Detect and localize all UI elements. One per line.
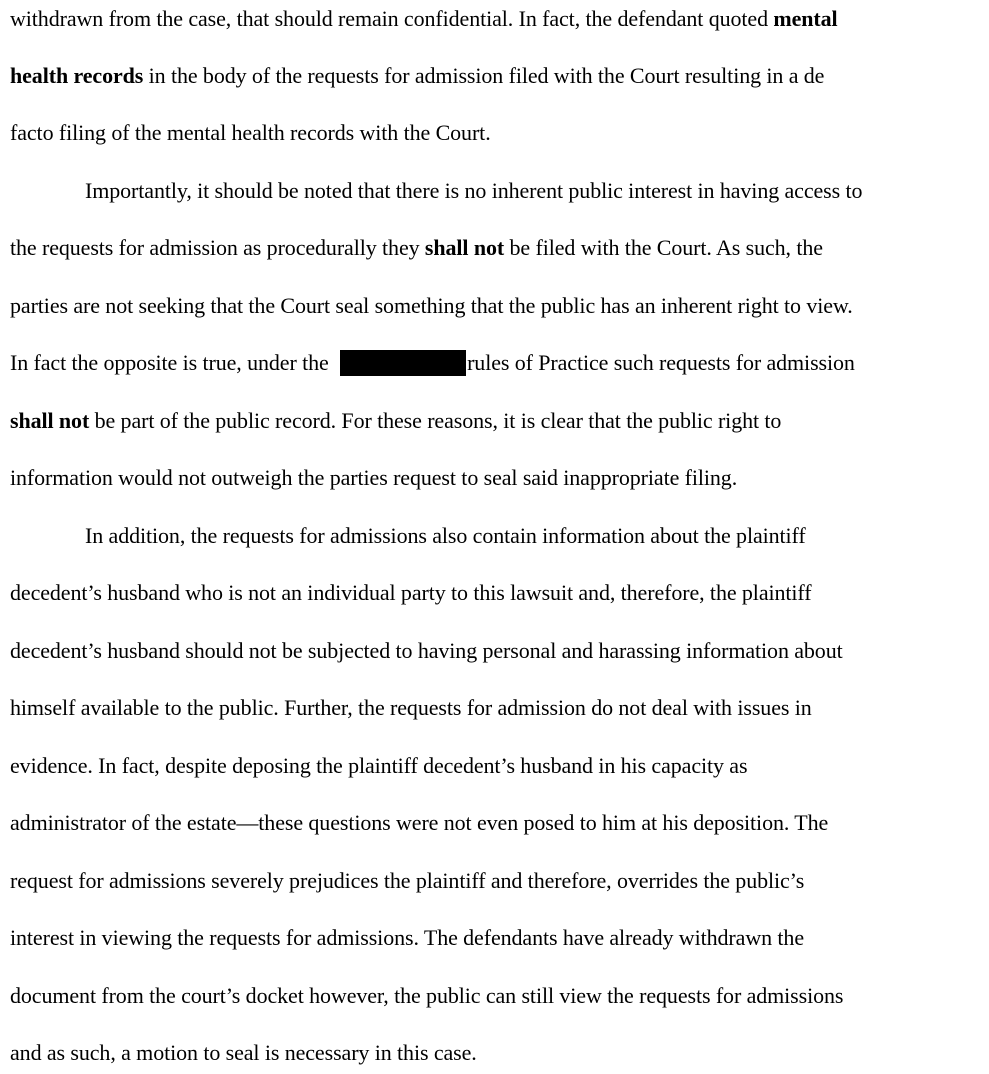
text-line: evidence. In fact, despite deposing the plaintiff decedent’s husband in his capacity as <box>10 753 748 778</box>
paragraph-start-line: Importantly, it should be noted that there is no inherent public interest in having access to <box>85 178 863 203</box>
text-line: interest in viewing the requests for admissions. The defendants have already withdrawn the <box>10 925 804 950</box>
text-line: withdrawn from the case, that should remain confidential. In fact, the defendant quoted mental <box>10 6 838 31</box>
text-line: the requests for admission as procedurally they shall not be filed with the Court. As such, the <box>10 235 823 260</box>
text-line: decedent’s husband should not be subjected to having personal and harassing information about <box>10 638 843 663</box>
text-line: In fact the opposite is true, under the rules of Practice such requests for admission <box>10 350 855 375</box>
text-line: document from the court’s docket however, the public can still view the requests for admissions <box>10 983 844 1008</box>
bold-text: shall not <box>10 408 90 433</box>
text-line: parties are not seeking that the Court seal something that the public has an inherent right to view. <box>10 293 853 318</box>
redaction-block <box>340 350 466 376</box>
text-line: facto filing of the mental health records with the Court. <box>10 120 491 145</box>
text-line: administrator of the estate—these questions were not even posed to him at his deposition. The <box>10 810 829 835</box>
text-line: himself available to the public. Further, the requests for admission do not deal with issues in <box>10 695 812 720</box>
text-line: health records in the body of the requests for admission filed with the Court resulting in a de <box>10 63 825 88</box>
text-line: and as such, a motion to seal is necessary in this case. <box>10 1040 477 1065</box>
text-line: request for admissions severely prejudices the plaintiff and therefore, overrides the public’s <box>10 868 805 893</box>
text-line: decedent’s husband who is not an individual party to this lawsuit and, therefore, the plaintiff <box>10 580 812 605</box>
bold-text: mental <box>773 6 838 31</box>
text-line: shall not be part of the public record. For these reasons, it is clear that the public right to <box>10 408 782 433</box>
bold-text: shall not <box>424 235 505 260</box>
bold-text: health records <box>10 63 144 88</box>
text-line: information would not outweigh the parties request to seal said inappropriate filing. <box>10 465 738 490</box>
paragraph-start-line: In addition, the requests for admissions also contain information about the plaintiff <box>85 523 806 548</box>
